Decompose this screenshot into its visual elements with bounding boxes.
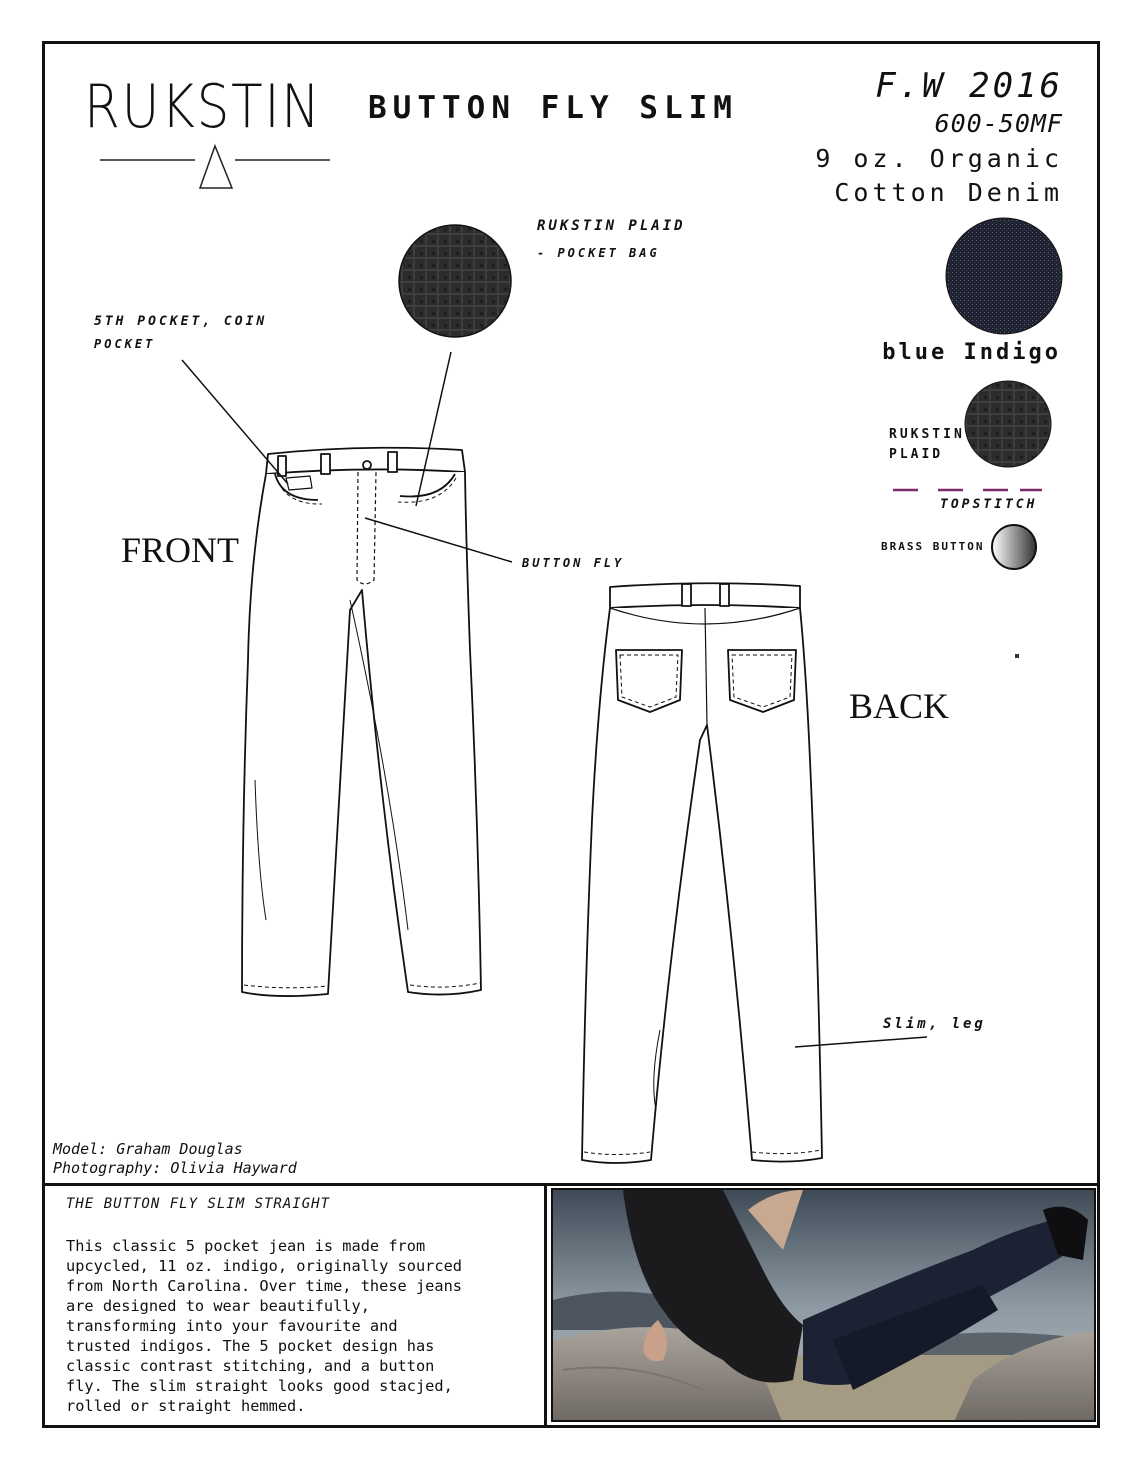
pocket-bag-callout-line-2: - POCKET BAG [537,246,660,260]
plaid-swatch-label-line-1: RUKSTIN [889,427,965,442]
front-view-label: FRONT [121,530,240,570]
slim-leg-callout: Slim, leg [883,1016,986,1032]
front-jeans-flat [242,448,481,996]
model-photo [551,1188,1096,1422]
coin-pocket-callout-line-1: 5TH POCKET, COIN [94,314,268,329]
style-code: 600-50MF [934,109,1063,138]
model-photo-illustration [553,1190,1096,1422]
coin-pocket-callout-line-2: POCKET [94,337,156,351]
back-view-label: BACK [849,686,950,726]
topstitch-label: TOPSTITCH [940,497,1038,512]
plaid-swatch [965,381,1051,467]
season-label: F.W 2016 [875,66,1063,106]
back-jeans-flat [582,583,822,1163]
photography-credit: Photography: Olivia Hayward [53,1159,297,1177]
indigo-swatch-label: blue Indigo [882,340,1061,365]
plaid-swatch-label-line-2: PLAID [889,447,944,462]
model-credit: Model: Graham Douglas [53,1140,243,1158]
description-title: THE BUTTON FLY SLIM STRAIGHT [66,1196,331,1212]
description-body: This classic 5 pocket jean is made from upcycled, 11 oz. indigo, originally sourced from North Carolina. Over time, these jeans are designed to wear beautifully, transforming into your favourite and trusted indigos. The 5 pocket design has classic contrast stitching, and a button fly. The slim straight looks good stacjed, rolled or straight hemmed. [66,1237,463,1415]
brass-button-label: BRASS BUTTON [881,540,985,553]
fabric-line-2: Cotton Denim [834,178,1063,207]
brass-button-swatch [992,525,1036,569]
photo-credits [53,1140,297,1178]
indigo-fabric-swatch [946,218,1062,334]
style-name: BUTTON FLY SLIM [368,90,738,126]
pocket-bag-swatch [399,225,511,337]
pocket-bag-callout-line-1: RUKSTIN PLAID [537,218,686,234]
button-fly-callout: BUTTON FLY [522,556,625,570]
fabric-line-1: 9 oz. Organic [815,144,1063,173]
brand-logo-text: RUKSTIN [84,72,322,142]
